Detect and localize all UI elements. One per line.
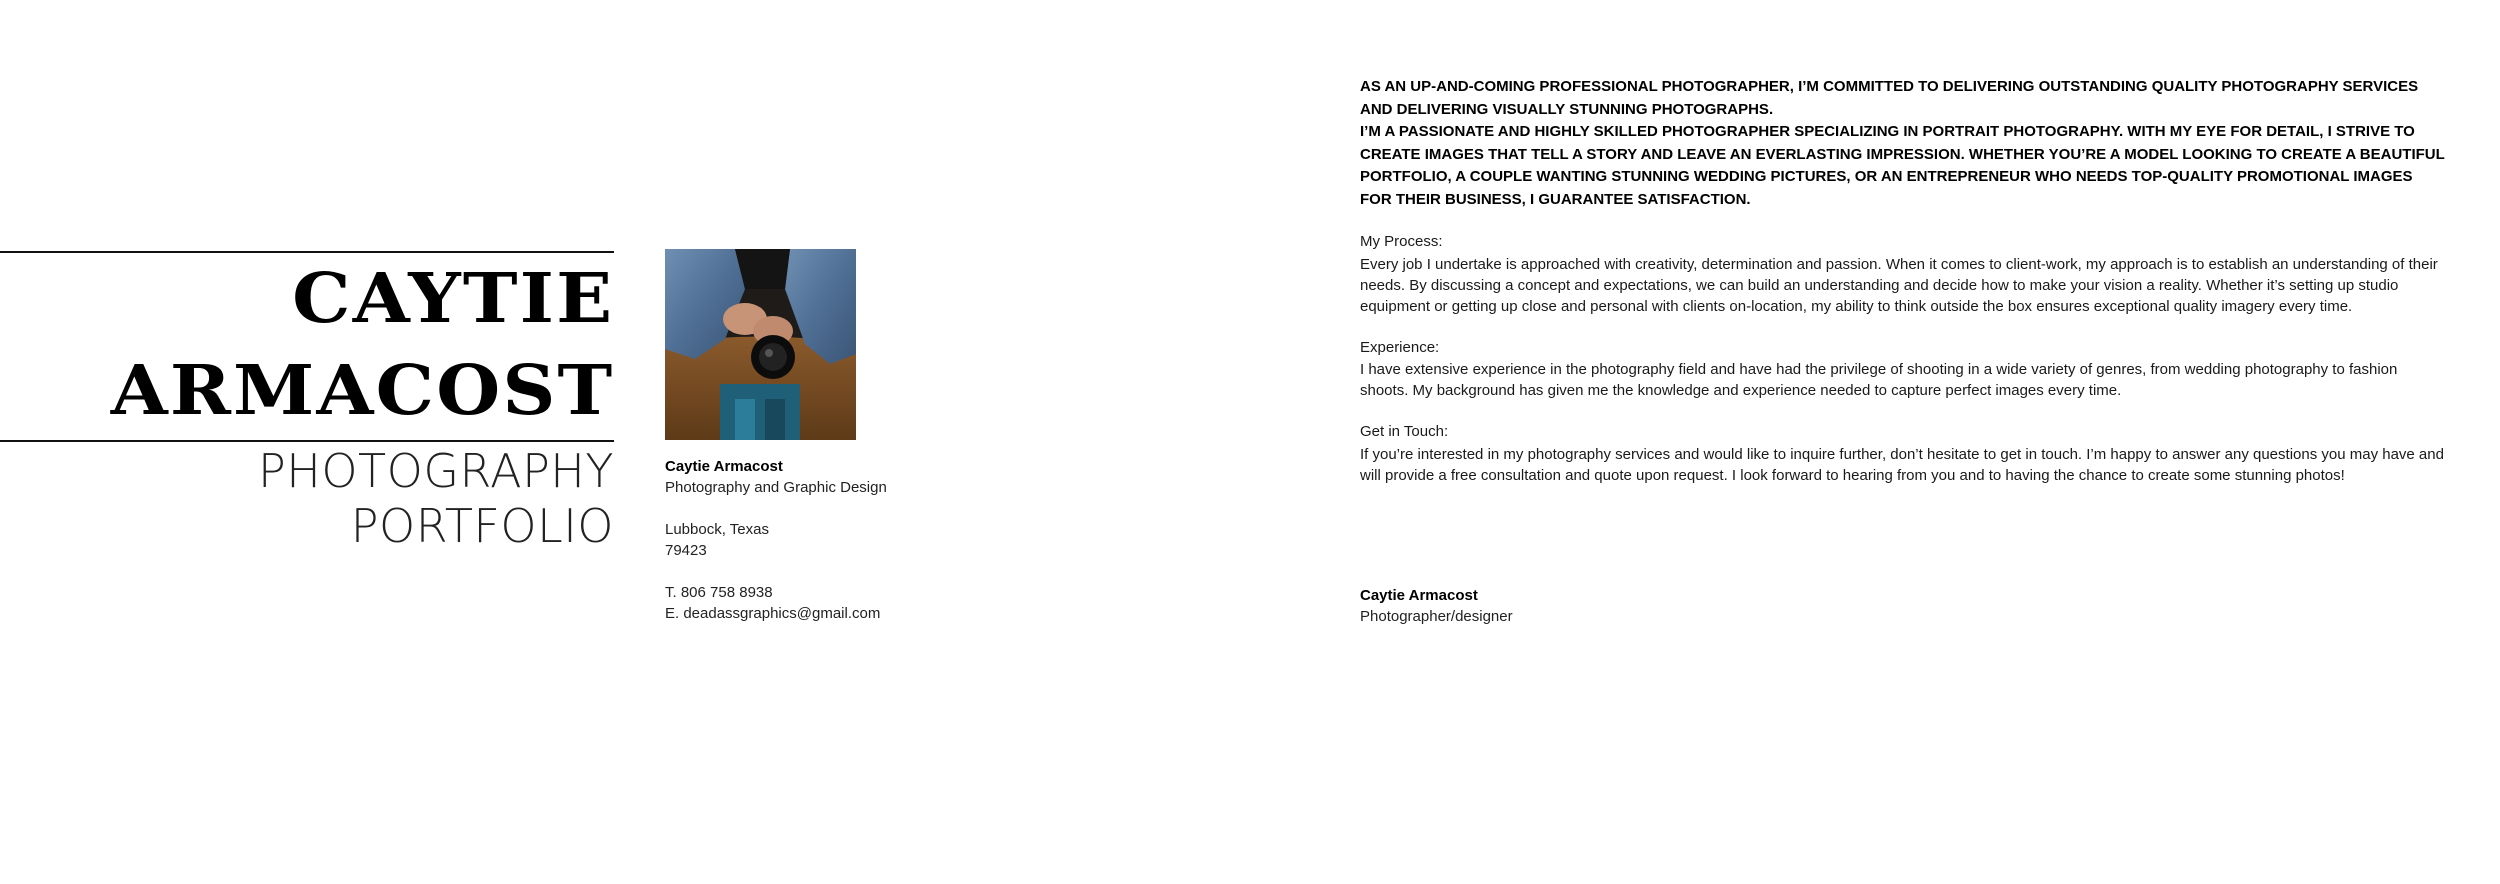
experience-heading: Experience: xyxy=(1360,338,1440,356)
experience-body: I have extensive experience in the photography field and have had the privilege of shooting in a wide variety of genres, from wedding photography to fashion shoots. My background has given me the knowledge and experience needed to capture perfect images every time. xyxy=(1360,361,2398,399)
portrait-photo xyxy=(665,249,856,440)
process-body: Every job I undertake is approached with creativity, determination and passion. When it comes to client-work, my approach is to establish an understanding of their needs. By discussing a concept and expectations, we can build an understanding and decide how to make your vision a reality. Whether it’s setting up studio equipment or getting up close and personal with clients on-location, my ability to think outside the box ensures exceptional quality imagery every time. xyxy=(1360,255,2438,315)
bio-block xyxy=(1360,76,2445,486)
contact-block xyxy=(665,456,887,624)
signature-title: Photographer/designer xyxy=(1360,608,1513,625)
contact-spacer xyxy=(665,498,887,519)
contact-city: Lubbock, Texas xyxy=(665,521,769,538)
camera-hands-illustration xyxy=(665,249,856,440)
subtitle-photography: PHOTOGRAPHY xyxy=(258,444,614,498)
title-first-name: CAYTIE xyxy=(291,259,614,339)
contact-email: E. deadassgraphics@gmail.com xyxy=(665,605,881,622)
title-bottom-rule xyxy=(0,440,614,442)
signature-name: Caytie Armacost xyxy=(1360,587,1478,604)
get-in-touch-heading: Get in Touch: xyxy=(1360,423,1449,440)
process-heading: My Process: xyxy=(1360,233,1443,250)
title-top-rule xyxy=(0,251,614,253)
bio-intro-2: I’M A PASSIONATE AND HIGHLY SKILLED PHOTOGRAPHER SPECIALIZING IN PORTRAIT PHOTOGRAPHY. WITH MY EYE FOR DETAIL, I STRIVE TO CREATE IMAGES THAT TELL A STORY AND LEAVE AN EVERLASTING IMPRESSION. WHETHER YOU’RE A MODEL LOOKING TO CREATE A BEAUTIFUL PORTFOLIO, A COUPLE WANTING STUNNING WEDDING PICTURES, OR AN ENTREPRENEUR WHO NEEDS TOP-QUALITY PROMOTIONAL IMAGES FOR THEIR BUSINESS, I GUARANTEE SATISFACTION. xyxy=(1360,123,2445,208)
title-last-name: ARMACOST xyxy=(110,351,614,431)
contact-role: Photography and Graphic Design xyxy=(665,479,887,496)
process-section xyxy=(1360,231,2445,317)
experience-section xyxy=(1360,337,2445,402)
bio-intro-1: AS AN UP-AND-COMING PROFESSIONAL PHOTOGRAPHER, I’M COMMITTED TO DELIVERING OUTSTANDING QUALITY PHOTOGRAPHY SERVICES AND DELIVERING VISUALLY STUNNING PHOTOGRAPHS. xyxy=(1360,78,2419,118)
get-in-touch-section xyxy=(1360,421,2445,486)
contact-zip: 79423 xyxy=(665,542,707,559)
subtitle-portfolio: PORTFOLIO xyxy=(350,499,614,553)
get-in-touch-body: If you’re interested in my photography services and would like to inquire further, don’t hesitate to get in touch. I’m happy to answer any questions you may have and will provide a free consultation and quote upon request. I look forward to hearing from you and to having the chance to create some stunning photos! xyxy=(1360,445,2444,484)
signature-block xyxy=(1360,585,1513,627)
contact-phone: T. 806 758 8938 xyxy=(665,584,773,601)
contact-name: Caytie Armacost xyxy=(665,458,783,475)
contact-spacer-2 xyxy=(665,561,887,582)
